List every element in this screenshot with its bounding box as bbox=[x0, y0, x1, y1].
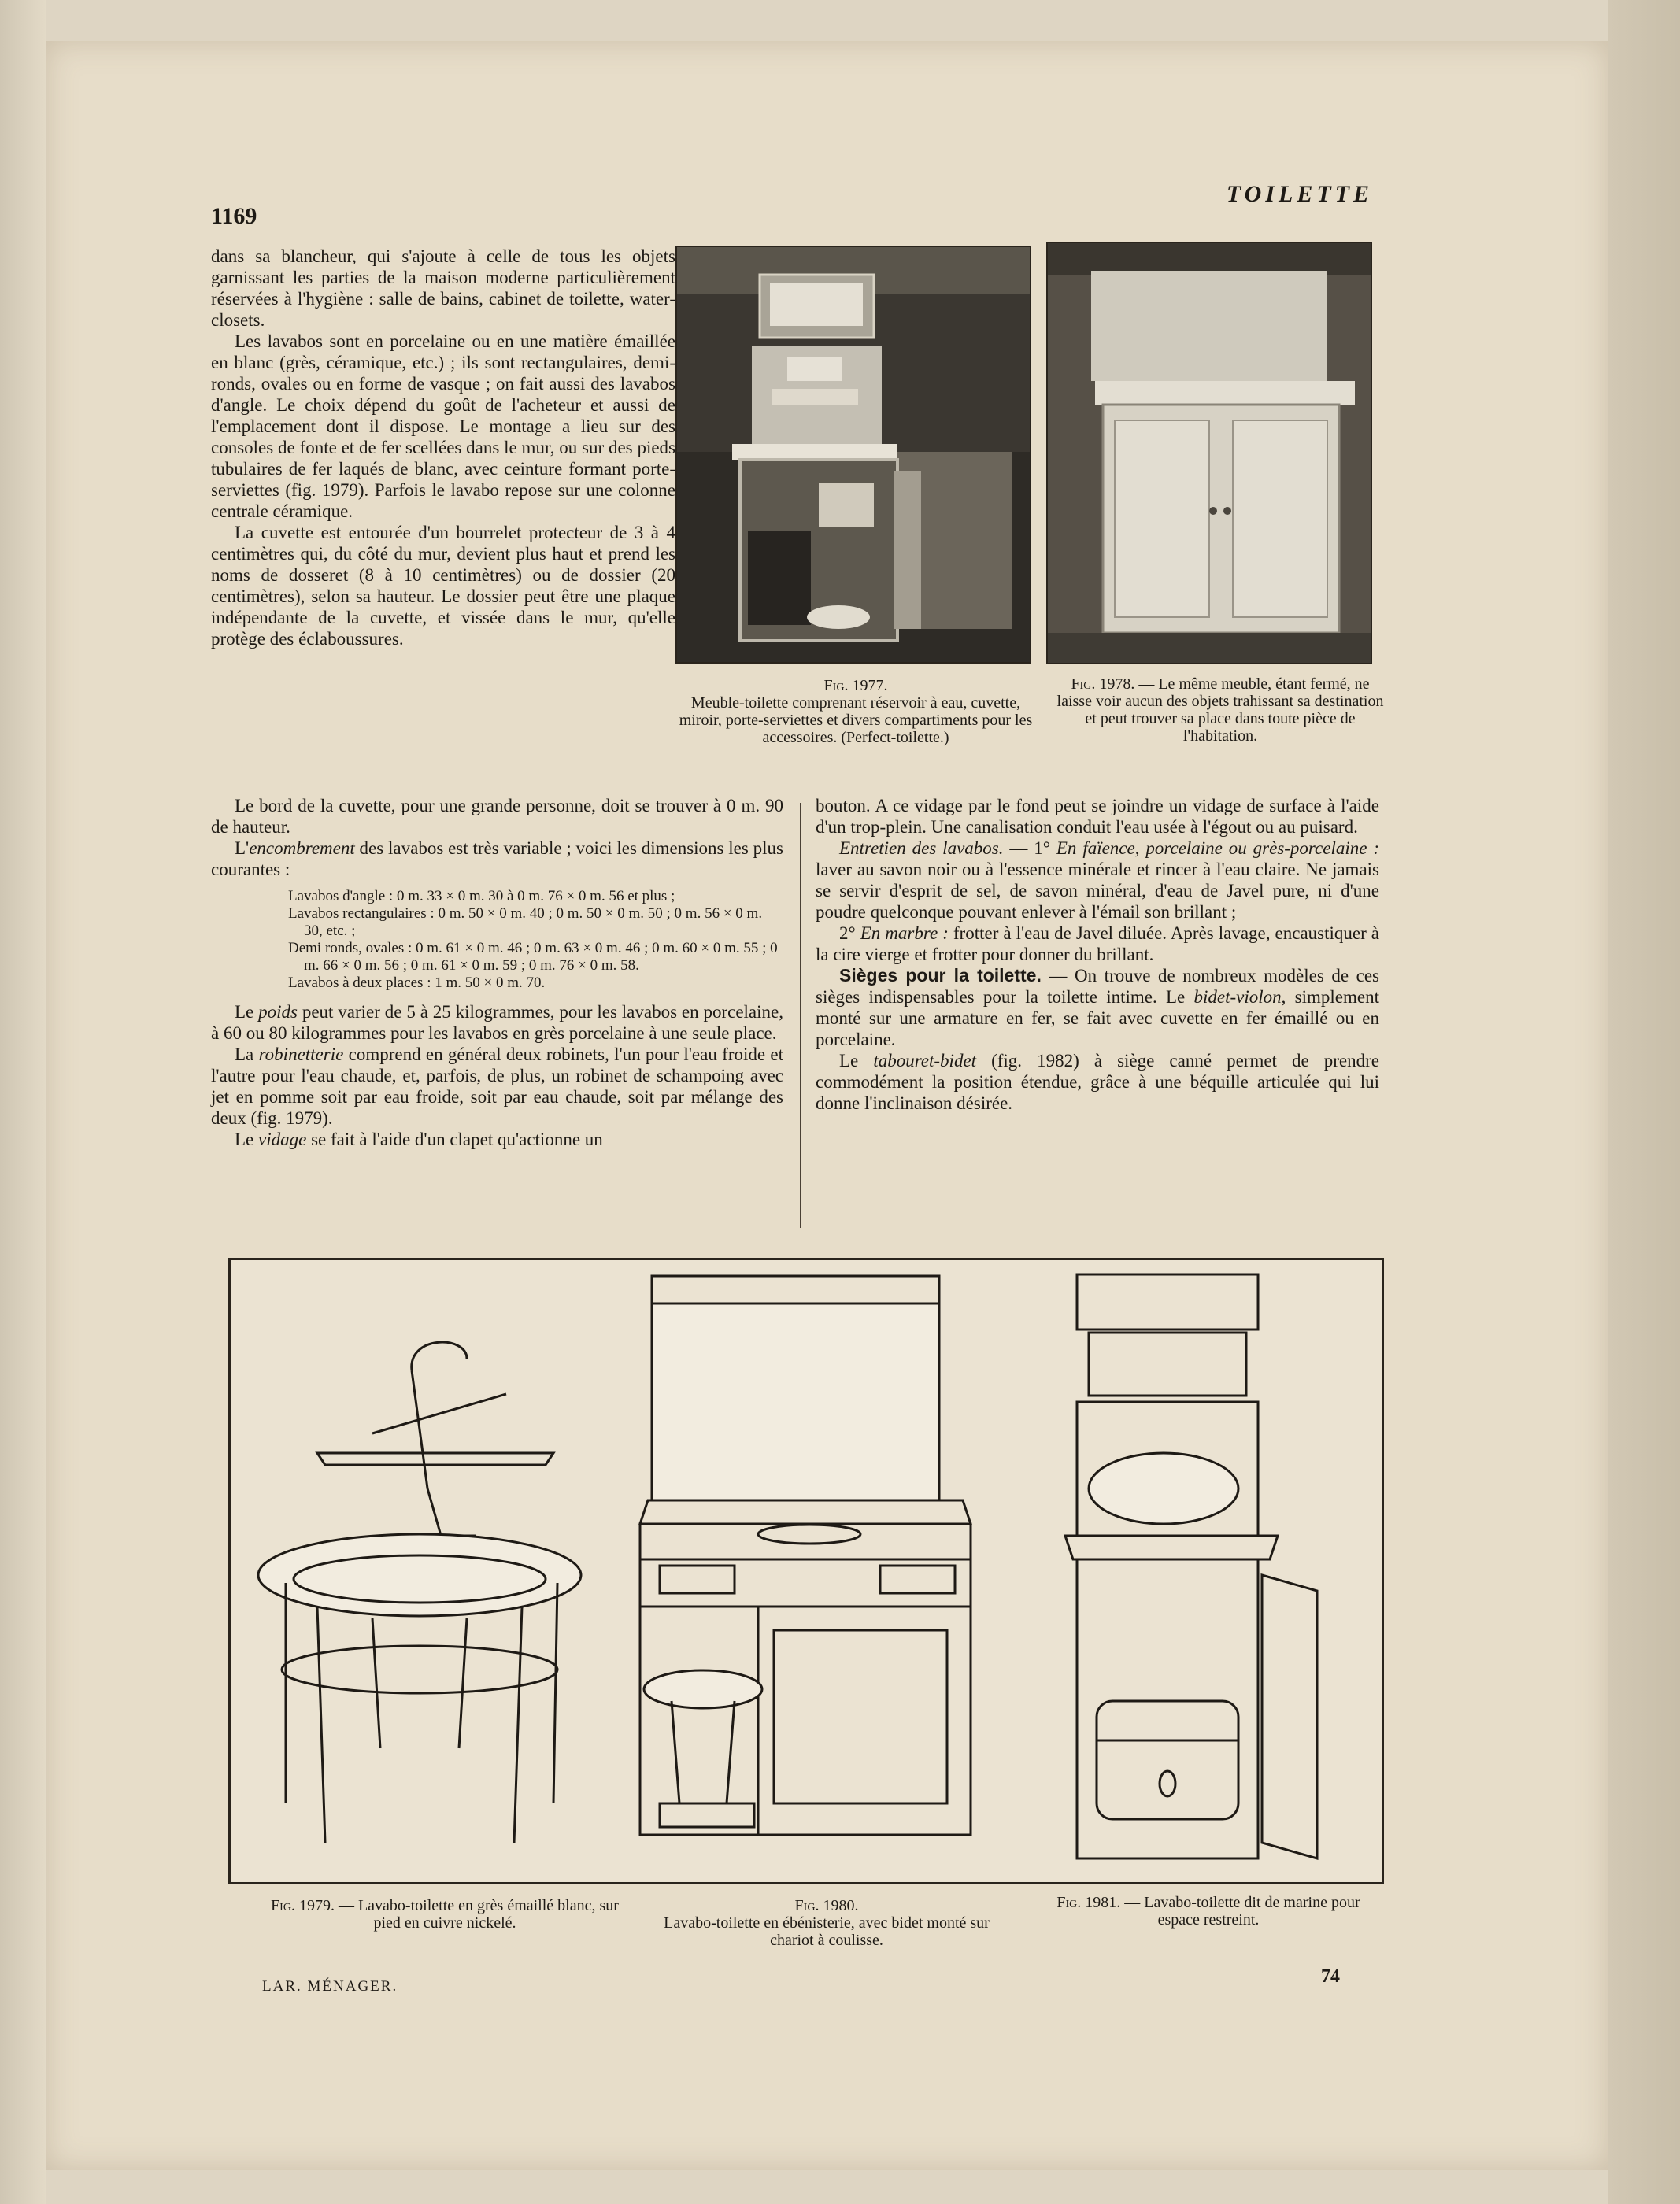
paragraph: Le bord de la cuvette, pour une grande personne, doit se trouver à 0 m. 90 de hauteur. bbox=[211, 796, 783, 837]
page-stack-edge bbox=[1608, 0, 1680, 2204]
caption-fig-1979 bbox=[260, 1897, 630, 1932]
paragraph: Les lavabos sont en porcelaine ou en une matière émaillée en blanc (grès, céramique, etc.) ; ils sont rectangulaires, demi-ronds, ovales ou en forme de vasque ; on fait aussi des lavabos d'angle. Le choix dépend du goût de l'acheteur et aussi de l'emplacement dont il dispose. Le montage a lieu sur des consoles de fonte et de fer scellées dans le mur, ou sur des pieds tubulaires de fer laqués de blanc, avec ceinture formant porte-serviettes (fig. 1979). Parfois le lavabo repose sur une colonne centrale céramique. bbox=[211, 331, 675, 521]
page-gutter-shadow bbox=[0, 0, 46, 2204]
caption-label: Fig. 1980. bbox=[794, 1897, 859, 1914]
illustration-panel bbox=[228, 1258, 1384, 1884]
caption-fig-1980 bbox=[646, 1897, 1008, 1949]
text-run: comprend en général deux robinets, l'un pour l'eau froide et l'autre pour l'eau chaude, et, parfois, de plus, un robinet de schampoing avec jet en pomme soit par eau froide, soit par eau chaude, soit par mélange des deux (fig. 1979). bbox=[211, 1045, 783, 1128]
text-run: L' bbox=[235, 838, 250, 858]
open-cabinet-photo bbox=[677, 247, 1030, 662]
paragraph bbox=[816, 965, 1379, 1050]
fig-1979-washstand-drawing bbox=[258, 1342, 581, 1843]
italic-term: bidet-violon bbox=[1193, 987, 1282, 1007]
italic-term: tabouret-bidet bbox=[873, 1051, 977, 1071]
section-heading: Sièges pour la toilette. bbox=[839, 965, 1042, 986]
dimension-item: Lavabos d'angle : 0 m. 33 × 0 m. 30 à 0 m. 76 × 0 m. 56 et plus ; bbox=[288, 888, 675, 904]
text-run: des lavabos est très variable ; voici les dimensions les plus courantes : bbox=[211, 838, 783, 879]
italic-term: encombrement bbox=[249, 838, 355, 858]
paragraph: La cuvette est entourée d'un bourrelet protecteur de 3 à 4 centimètres qui, du côté du mur, devient plus haut et prend les noms de dosseret (8 à 10 centimètres) ou de dossier (20 centimètres), selon sa hauteur. Le dossier peut être une plaque indépendante de la cuvette, et vissée dans le mur, qu'elle protège des éclaboussures. bbox=[211, 523, 675, 649]
caption-fig-1978 bbox=[1055, 675, 1386, 745]
footer-publication: LAR. MÉNAGER. bbox=[262, 1978, 398, 1995]
paragraph bbox=[816, 838, 1379, 923]
text-run: se fait à l'aide d'un clapet qu'actionne un bbox=[306, 1130, 603, 1149]
paragraph bbox=[211, 838, 783, 880]
dimension-item: Lavabos rectangulaires : 0 m. 50 × 0 m. 40 ; 0 m. 50 × 0 m. 50 ; 0 m. 56 × 0 m. 30, etc. ; bbox=[288, 905, 763, 939]
caption-label: Fig. 1981. bbox=[1056, 1894, 1121, 1911]
text-run: La bbox=[235, 1045, 259, 1064]
italic-term: vidage bbox=[258, 1130, 307, 1149]
italic-term: En faïence, porcelaine ou grès-porcelaine : bbox=[1056, 838, 1379, 858]
paragraph: dans sa blancheur, qui s'ajoute à celle de tous les objets garnissant les parties de la maison moderne particulièrement réservées à l'hygiène : salle de bains, cabinet de toilette, water-closets. bbox=[211, 246, 675, 330]
italic-term: En marbre : bbox=[860, 923, 949, 943]
text-run: Le bbox=[235, 1130, 259, 1149]
paragraph bbox=[211, 1129, 783, 1150]
paragraph bbox=[816, 1050, 1379, 1114]
page-number: 1169 bbox=[211, 203, 257, 229]
caption-label: Fig. 1977. bbox=[823, 677, 888, 694]
caption-text: — Lavabo-toilette dit de marine pour espace restreint. bbox=[1120, 1894, 1360, 1928]
text-run: — On trouve de nombreux modèles de ces sièges indispensables pour la toilette intime. Le bbox=[816, 966, 1379, 1007]
caption-text: Lavabo-toilette en ébénisterie, avec bidet monté sur chariot à coulisse. bbox=[664, 1914, 990, 1949]
paragraph bbox=[816, 923, 1379, 965]
footer-sheet-number: 74 bbox=[1321, 1966, 1340, 1987]
closed-cabinet-photo bbox=[1048, 243, 1371, 663]
caption-label: Fig. 1979. bbox=[271, 1897, 335, 1914]
paragraph bbox=[211, 1044, 783, 1129]
caption-label: Fig. 1978. bbox=[1071, 675, 1135, 693]
dimension-item: Demi ronds, ovales : 0 m. 61 × 0 m. 46 ; 0 m. 63 × 0 m. 46 ; 0 m. 60 × 0 m. 55 ; 0 m. 66 × 0 m. 56 ; 0 m. 61 × 0 m. 59 ; 0 m. 76 × 0 m. 58. bbox=[288, 940, 778, 974]
text-run: 2° bbox=[839, 923, 860, 943]
caption-text: Meuble-toilette comprenant réservoir à eau, cuvette, miroir, porte-serviettes et divers compartiments pour les accessoires. (Perfect-toilette.) bbox=[679, 694, 1033, 746]
dimension-item: Lavabos à deux places : 1 m. 50 × 0 m. 70. bbox=[288, 974, 546, 991]
column-1-bottom bbox=[211, 795, 783, 1150]
furniture-engravings bbox=[231, 1260, 1382, 1882]
caption-fig-1981 bbox=[1055, 1894, 1362, 1928]
fig-1981-marine-cabinet-drawing bbox=[1065, 1274, 1317, 1858]
text-run: Le bbox=[235, 1002, 259, 1022]
photo-fig-1978 bbox=[1046, 242, 1372, 664]
text-run: laver au savon noir ou à l'essence minérale et rincer à l'eau claire. Ne jamais se servir d'esprit de sel, de savon minéral, d'eau de Javel pure, ni d'une poudre quelconque pouvant enlever à l'émail son brillant ; bbox=[816, 860, 1379, 922]
running-title: TOILETTE bbox=[1226, 181, 1373, 207]
italic-term: poids bbox=[258, 1002, 298, 1022]
fig-1980-cabinet-drawing bbox=[640, 1276, 971, 1835]
photo-fig-1977 bbox=[675, 246, 1031, 664]
text-run: peut varier de 5 à 25 kilogrammes, pour les lavabos en porcelaine, à 60 ou 80 kilogrammes pour les lavabos en grès porcelaine à une seule place. bbox=[211, 1002, 783, 1043]
column-2 bbox=[816, 795, 1379, 1114]
caption-text: — Lavabo-toilette en grès émaillé blanc, sur pied en cuivre nickelé. bbox=[334, 1897, 619, 1932]
text-run: (fig. 1982) à siège canné permet de prendre commodément la position étendue, grâce à une béquille articulée qui lui donne l'inclinaison désirée. bbox=[816, 1051, 1379, 1113]
section-heading: Entretien des lavabos. bbox=[839, 838, 1004, 858]
text-run: Le bbox=[839, 1051, 874, 1071]
text-run: — 1° bbox=[1003, 838, 1056, 858]
paragraph bbox=[211, 1001, 783, 1044]
caption-text: — Le même meuble, étant fermé, ne laisse voir aucun des objets trahissant sa destination et peut trouver sa place dans toute pièce de l'habitation. bbox=[1056, 675, 1384, 745]
italic-term: robinetterie bbox=[258, 1045, 344, 1064]
caption-fig-1977 bbox=[675, 677, 1036, 746]
text-run: , simplement monté sur une armature en fer, se fait avec cuvette en fer émaillé ou en porcelaine. bbox=[816, 987, 1379, 1049]
dimensions-list bbox=[211, 888, 783, 992]
text-run: frotter à l'eau de Javel diluée. Après lavage, encaustiquer à la cire vierge et frotter pour donner du brillant. bbox=[816, 923, 1379, 964]
paragraph: bouton. A ce vidage par le fond peut se joindre un vidage de surface à l'aide d'un trop-plein. Une canalisation conduit l'eau usée à l'égout ou au puisard. bbox=[816, 796, 1379, 837]
column-1-top bbox=[211, 246, 675, 649]
column-divider bbox=[800, 803, 801, 1228]
